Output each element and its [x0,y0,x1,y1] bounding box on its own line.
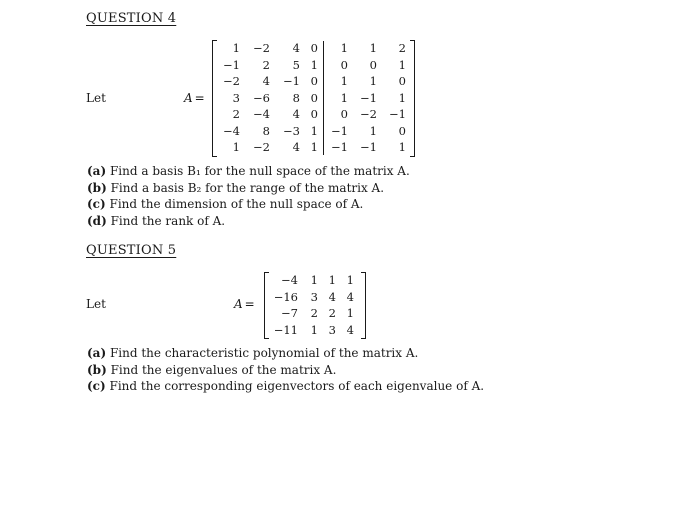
q4-part-label: (b) [87,180,107,195]
q4-matrix-cell: 0 [398,123,406,138]
q4-matrix [218,40,406,156]
q5-part-text: Find the characteristic polynomial of the matrix A. [109,346,419,360]
q4-matrix-cell: 0 [310,90,318,105]
q4-matrix-cell: −2 [253,41,270,55]
q4-part-text: Find a basis B₁ for the null space of the matrix A. [109,164,410,178]
q4-matrix-cell: 4 [292,140,300,154]
q4-part-text: Find the dimension of the null space of A. [109,197,364,211]
q4-matrix-cell: 2 [398,41,406,55]
q4-matrix-cell: 8 [262,123,270,138]
q4-matrix-cell: 8 [292,90,300,105]
q4-matrix-cell: 0 [340,57,348,72]
q5-matrix-cell: −4 [281,273,298,287]
q5-matrix-row [270,305,354,322]
q4-part-item [87,196,410,213]
q5-matrix-cell: 1 [310,273,318,287]
q4-matrix-cell: 1 [310,140,318,154]
q4-matrix-row [218,40,406,57]
q5-matrix-cell: 1 [346,273,354,287]
q4-matrix-cell: 2 [232,107,240,121]
q4-equals-sign: = [194,91,205,105]
q4-matrix-cell: 3 [232,90,240,105]
q5-right-bracket [361,272,366,339]
q4-part-item [87,180,410,197]
q4-left-bracket [212,40,217,157]
q5-part-label: (c) [87,379,106,393]
q5-matrix-cell: 1 [346,306,354,320]
q4-matrix-label [184,91,205,105]
q4-matrix-cell: −6 [253,90,270,105]
q5-matrix-cell: −7 [281,306,298,320]
q5-matrix-cell: 1 [310,322,318,337]
q5-matrix-cell: 3 [310,289,318,304]
q4-matrix-cell: −1 [360,90,377,105]
q4-matrix-cell: 1 [340,41,348,55]
q4-matrix-cell: −1 [360,140,377,154]
q4-matrix-cell: 0 [310,74,318,88]
q5-matrix-cell: 4 [346,289,354,304]
q4-let-label: Let [86,91,106,105]
q4-matrix-cell: −2 [223,74,240,88]
q4-matrix-row [218,123,406,140]
q4-matrix-cell: −2 [253,140,270,154]
q4-matrix-cell: 1 [398,57,406,72]
q5-let-label: Let [86,297,106,311]
q4-matrix-cell: −4 [253,107,270,121]
q5-matrix-label [234,297,255,311]
q5-part-label: (b) [87,362,107,377]
q5-part-label: (a) [87,346,107,360]
q4-matrix-cell: −1 [331,140,348,154]
q4-matrix-row [218,57,406,74]
q4-matrix-row [218,106,406,123]
q4-part-item [87,163,410,180]
q5-matrix-row [270,289,354,306]
q5-matrix-cell: 1 [328,273,336,287]
q4-matrix-cell: −3 [283,123,300,138]
q4-matrix-cell: 1 [232,41,240,55]
q4-matrix-name: A [184,91,193,105]
q5-matrix-cell: −11 [273,322,298,337]
q4-matrix-cell: 5 [292,57,300,72]
q5-left-bracket [264,272,269,339]
q5-matrix-cell: 2 [310,306,318,320]
q4-part-text: Find a basis B₂ for the range of the matrix A. [110,180,385,195]
q5-part-item [87,362,484,379]
q5-parts-list [87,345,484,395]
q4-matrix-cell: 1 [369,41,377,55]
q4-matrix-cell: 1 [310,123,318,138]
q4-matrix-cell: 1 [398,140,406,154]
q4-part-label: (c) [87,197,106,211]
q4-parts-list [87,163,410,229]
q4-matrix-cell: 0 [310,107,318,121]
q4-matrix-cell: 0 [310,41,318,55]
q5-matrix-row [270,322,354,339]
q5-matrix-name: A [234,297,243,311]
q4-matrix-cell: −1 [389,107,406,121]
q5-part-text: Find the corresponding eigenvectors of each eigenvalue of A. [109,379,485,393]
q4-matrix-cell: 0 [340,107,348,121]
q5-part-item [87,345,484,362]
q4-matrix-cell: −2 [360,107,377,121]
q4-matrix-cell: 1 [340,74,348,88]
question-5-heading: QUESTION 5 [86,243,177,258]
q5-matrix-cell: 2 [328,306,336,320]
q4-matrix-cell: 2 [262,57,270,72]
q4-matrix-cell: 1 [369,123,377,138]
q4-part-label: (a) [87,164,107,178]
q5-matrix-cell: 3 [328,322,336,337]
q5-part-text: Find the eigenvalues of the matrix A. [110,362,337,377]
q4-matrix-cell: −1 [283,74,300,88]
q4-matrix-cell: 1 [310,57,318,72]
q4-right-bracket [410,40,415,157]
q4-matrix-row [218,73,406,90]
q4-part-label: (d) [87,213,107,228]
q5-matrix-cell: 4 [346,322,354,337]
q4-part-item [87,213,410,230]
q5-matrix-cell: 4 [328,289,336,304]
q4-matrix-cell: −1 [331,123,348,138]
q5-part-item [87,378,484,395]
q4-matrix-cell: 4 [262,74,270,88]
q4-part-text: Find the rank of A. [110,213,226,228]
q4-matrix-cell: 1 [398,90,406,105]
question-4-heading: QUESTION 4 [86,11,177,26]
q4-matrix-cell: 1 [340,90,348,105]
q4-matrix-cell: 1 [232,140,240,154]
q4-matrix-cell: 1 [369,74,377,88]
q5-equals-sign: = [244,297,255,311]
q5-matrix-row [270,272,354,289]
q4-matrix-cell: −4 [223,123,240,138]
q4-matrix-cell: 0 [398,74,406,88]
q4-matrix-row [218,90,406,107]
q4-matrix-cell: 4 [292,107,300,121]
q4-matrix-cell: −1 [223,57,240,72]
q5-matrix [270,272,354,338]
q5-matrix-cell: −16 [273,289,298,304]
q4-matrix-cell: 4 [292,41,300,55]
q4-matrix-cell: 0 [369,57,377,72]
q4-matrix-row [218,139,406,156]
